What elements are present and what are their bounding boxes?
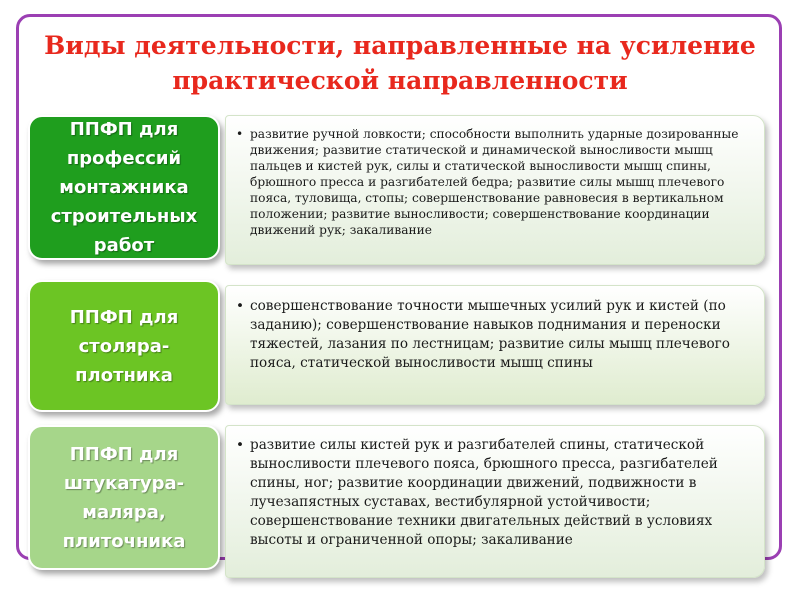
description-content: развитие ручной ловкости; способности выполнить ударные дозированные движения; развитие статической и динамической выносливости мышц пальцев и кистей рук, силы и статической выносливости мышц спины, брюшного пресса и разгибателей бедра; развитие силы мышц плечевого пояса, туловища, стопы; совершенствование равновесия в вертикальном положении; развитие выносливости; совершенствование координации движений рук; закаливание bbox=[250, 127, 739, 237]
description-box bbox=[225, 115, 765, 265]
bullet-icon: • bbox=[236, 298, 245, 314]
description-text bbox=[236, 297, 750, 373]
description-text bbox=[236, 436, 750, 550]
category-label-box bbox=[28, 280, 220, 412]
category-label-box bbox=[28, 115, 220, 260]
activity-row-plasterer bbox=[25, 425, 775, 580]
category-label: ППФП для штукатура- маляра, плиточника bbox=[62, 443, 186, 552]
category-label: ППФП для столяра- плотника bbox=[69, 306, 179, 386]
description-box bbox=[225, 285, 765, 405]
page-title: Виды деятельности, направленные на усиление практической направленности bbox=[44, 31, 756, 95]
description-content: совершенствование точности мышечных усилий рук и кистей (по заданию); совершенствование навыков поднимания и переноски тяжестей, лазания по лестницам; развитие силы мышц плечевого пояса, статической выносливости мышц спины bbox=[250, 298, 730, 371]
activity-row-installer bbox=[25, 115, 775, 265]
category-label-box bbox=[28, 425, 220, 570]
description-box bbox=[225, 425, 765, 578]
activity-row-carpenter bbox=[25, 280, 775, 410]
category-label: ППФП для профессий монтажника строительных работ bbox=[50, 119, 198, 256]
description-text bbox=[236, 126, 750, 238]
bullet-icon: • bbox=[236, 127, 244, 141]
bullet-icon: • bbox=[236, 437, 245, 453]
description-content: развитие силы кистей рук и разгибателей спины, статической выносливости плечевого пояса, брюшного пресса, разгибателей спины, ног; развитие координации движений, подвижности в лучезапястных суставах, вестибулярной устойчивости; совершенствование техники двигательных действий в условиях высоты и ограниченной опоры; закаливание bbox=[250, 437, 718, 548]
